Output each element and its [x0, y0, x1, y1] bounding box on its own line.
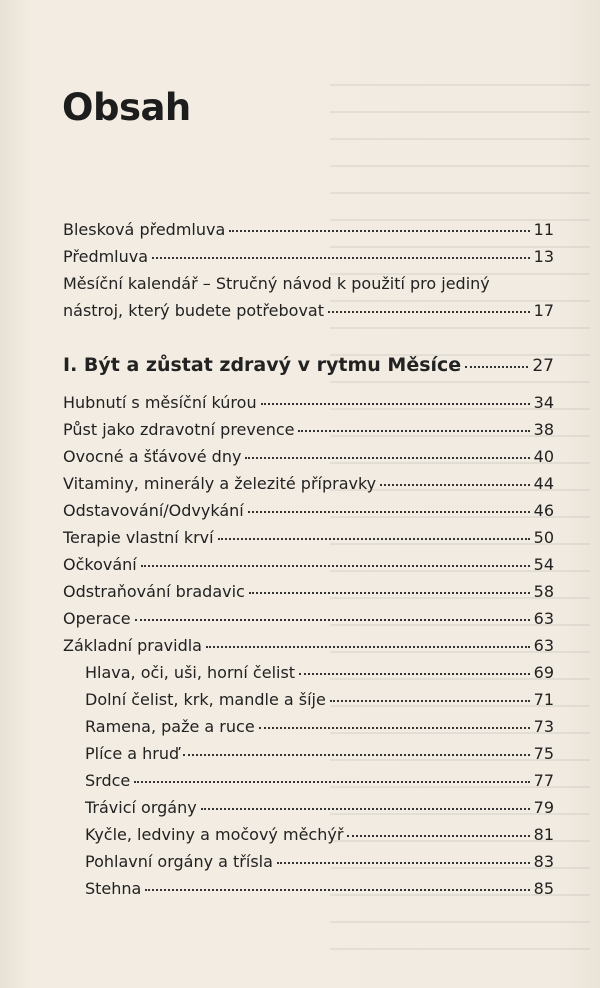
toc-page-number: 40: [533, 447, 554, 466]
toc-page-number: 38: [533, 420, 554, 439]
toc-section-heading: [63, 350, 554, 380]
toc-entry-label: Odstavování/Odvykání: [63, 501, 244, 520]
toc-entry-line2: [63, 297, 554, 324]
toc-page-number: 17: [533, 301, 554, 320]
dot-leader: [135, 619, 530, 621]
toc-entry-label: Srdce: [85, 771, 131, 790]
toc-entry: [63, 632, 554, 659]
toc-page-number: 69: [533, 663, 554, 682]
dot-leader: [141, 565, 530, 567]
toc-entry-label: Ovocné a šťávové dny: [63, 447, 242, 466]
toc-entry-label: Terapie vlastní krví: [63, 528, 214, 547]
toc-entry: [63, 470, 554, 497]
dot-leader: [218, 538, 530, 540]
toc-entry: [63, 416, 554, 443]
toc-section-label: I. Být a zůstat zdravý v rytmu Měsíce: [63, 354, 462, 376]
dot-leader: [201, 808, 530, 810]
dot-leader: [261, 403, 530, 405]
dot-leader: [328, 311, 530, 313]
toc-entry: [63, 443, 554, 470]
dot-leader: [299, 673, 530, 675]
toc-page-number: 63: [533, 636, 554, 655]
toc-subentry: [63, 686, 554, 713]
toc-entry-label: Dolní čelist, krk, mandle a šíje: [85, 690, 326, 709]
dot-leader: [145, 889, 529, 891]
toc-entry-label: nástroj, který budete potřebovat: [63, 301, 324, 320]
dot-leader: [465, 366, 528, 368]
toc-entry-label: Pohlavní orgány a třísla: [85, 852, 273, 871]
toc-entry: [63, 551, 554, 578]
toc-page-number: 77: [533, 771, 554, 790]
toc-entry-label: Operace: [63, 609, 131, 628]
dot-leader: [229, 230, 529, 232]
toc-subentry: [63, 875, 554, 902]
toc-entry-label: Půst jako zdravotní prevence: [63, 420, 295, 439]
toc-entry-label: Vitaminy, minerály a železité přípravky: [63, 474, 377, 493]
toc-entry-label: Hubnutí s měsíční kúrou: [63, 393, 257, 412]
toc-entry: [63, 216, 554, 243]
toc-page-number: 50: [533, 528, 554, 547]
table-of-contents: [63, 216, 554, 902]
toc-entry-label: Předmluva: [63, 247, 149, 266]
toc-page-number: 81: [533, 825, 554, 844]
toc-entry-label: Hlava, oči, uši, horní čelist: [85, 663, 296, 682]
dot-leader: [245, 457, 529, 459]
toc-subentry: [63, 767, 554, 794]
toc-page-number: 85: [533, 879, 554, 898]
toc-entry-label: Plíce a hruď: [85, 744, 180, 763]
toc-entry: [63, 243, 554, 270]
toc-subentry: [63, 821, 554, 848]
dot-leader: [347, 835, 529, 837]
dot-leader: [206, 646, 530, 648]
toc-entry: [63, 605, 554, 632]
toc-entry-line1: [63, 270, 554, 297]
toc-entry: [63, 389, 554, 416]
toc-entry-label: Odstraňování bradavic: [63, 582, 245, 601]
toc-page-number: 44: [533, 474, 554, 493]
dot-leader: [249, 592, 530, 594]
dot-leader: [380, 484, 529, 486]
dot-leader: [330, 700, 530, 702]
toc-page-number: 54: [533, 555, 554, 574]
dot-leader: [134, 781, 529, 783]
toc-entry-label: Měsíční kalendář – Stručný návod k použití pro jediný: [63, 274, 490, 293]
toc-page-number: 58: [533, 582, 554, 601]
page-title: Obsah: [62, 86, 191, 129]
dot-leader: [152, 257, 530, 259]
toc-entry-label: Trávicí orgány: [85, 798, 197, 817]
toc-subentry: [63, 794, 554, 821]
dot-leader: [277, 862, 530, 864]
toc-entry: [63, 524, 554, 551]
toc-entry-label: Blesková předmluva: [63, 220, 226, 239]
toc-page-number: 46: [533, 501, 554, 520]
toc-page-number: 73: [533, 717, 554, 736]
toc-entry-label: Očkování: [63, 555, 137, 574]
toc-page-number: 79: [533, 798, 554, 817]
toc-entry: [63, 578, 554, 605]
toc-page-number: 75: [533, 744, 554, 763]
toc-subentry: [63, 713, 554, 740]
toc-page-number: 63: [533, 609, 554, 628]
dot-leader: [298, 430, 529, 432]
toc-page-number: 11: [533, 220, 554, 239]
toc-subentry: [63, 848, 554, 875]
toc-entry-label: Stehna: [85, 879, 142, 898]
toc-subentry: [63, 740, 554, 767]
dot-leader: [183, 754, 529, 756]
toc-subentry: [63, 659, 554, 686]
toc-page-number: 27: [532, 356, 554, 376]
toc-page-number: 13: [533, 247, 554, 266]
toc-entry-label: Kyčle, ledviny a močový měchýř: [85, 825, 344, 844]
toc-entry-label: Ramena, paže a ruce: [85, 717, 255, 736]
dot-leader: [259, 727, 530, 729]
toc-page-number: 71: [533, 690, 554, 709]
toc-entry: [63, 497, 554, 524]
toc-entry-label: Základní pravidla: [63, 636, 202, 655]
toc-page-number: 34: [533, 393, 554, 412]
toc-page-number: 83: [533, 852, 554, 871]
dot-leader: [248, 511, 530, 513]
